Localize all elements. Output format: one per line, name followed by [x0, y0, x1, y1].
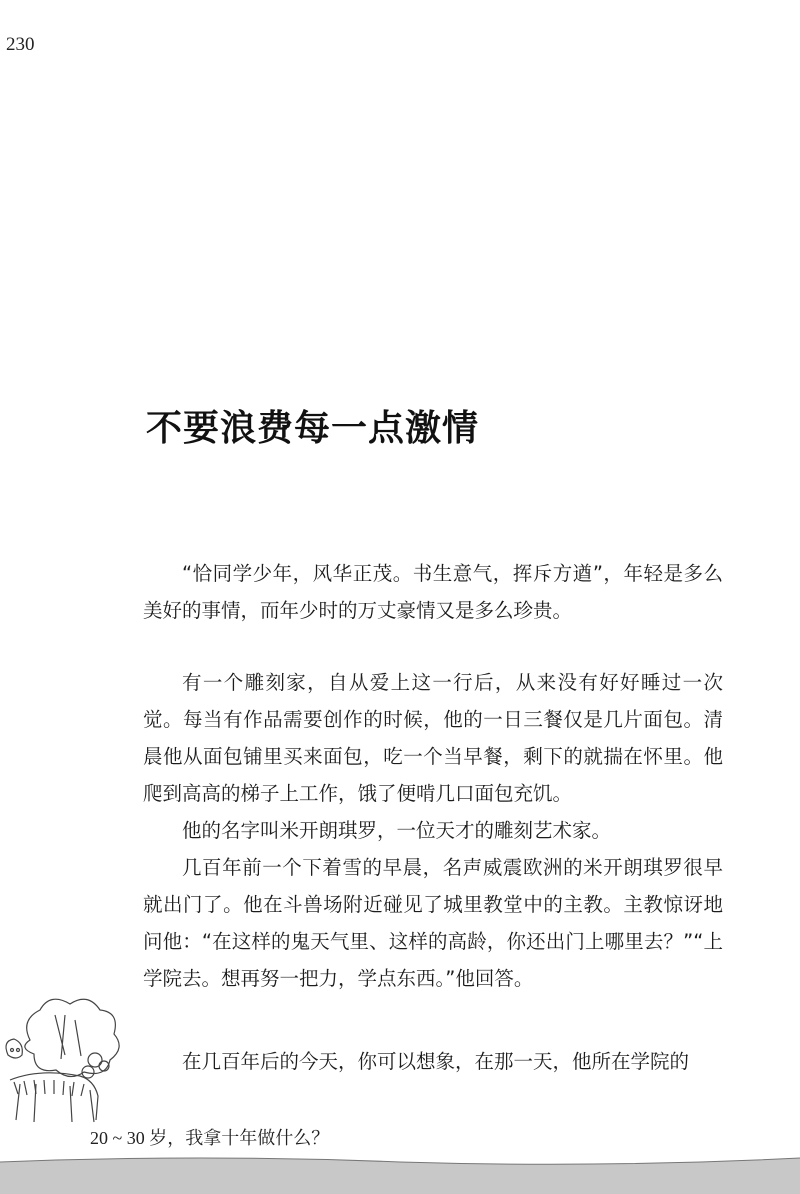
footer-band-decoration — [0, 1148, 800, 1194]
footer-running-title: 20 ~ 30 岁，我拿十年做什么？ — [90, 1128, 330, 1148]
paragraph-name: 他的名字叫米开朗琪罗，一位天才的雕刻艺术家。 — [182, 819, 612, 842]
paragraph-today: 在几百年后的今天，你可以想象，在那一天，他所在学院的 — [182, 1050, 690, 1073]
page-number: 230 — [6, 34, 35, 55]
paragraph-sculptor: 有一个雕刻家，自从爱上这一行后，从来没有好好睡过一次觉。每当有作品需要创作的时候，他的一日三餐仅是几片面包。清晨他从面包铺里买来面包，吃一个当早餐，剩下的就揣在怀里。他爬到高高的梯子上工作，饿了便啃几口面包充饥。 — [143, 671, 723, 805]
paragraph-intro: “恰同学少年，风华正茂。书生意气，挥斥方遒”，年轻是多么美好的事情，而年少时的万丈豪情又是多么珍贵。 — [143, 562, 723, 622]
chapter-title: 不要浪费每一点激情 — [146, 408, 480, 449]
paragraph-snowy-morning: 几百年前一个下着雪的早晨，名声威震欧洲的米开朗琪罗很早就出门了。他在斗兽场附近碰见了城里教堂中的主教。主教惊讶地问他：“在这样的鬼天气里、这样的高龄，你还出门上哪里去？”“上学院去。想再努一把力，学点东西。”他回答。 — [143, 856, 723, 990]
